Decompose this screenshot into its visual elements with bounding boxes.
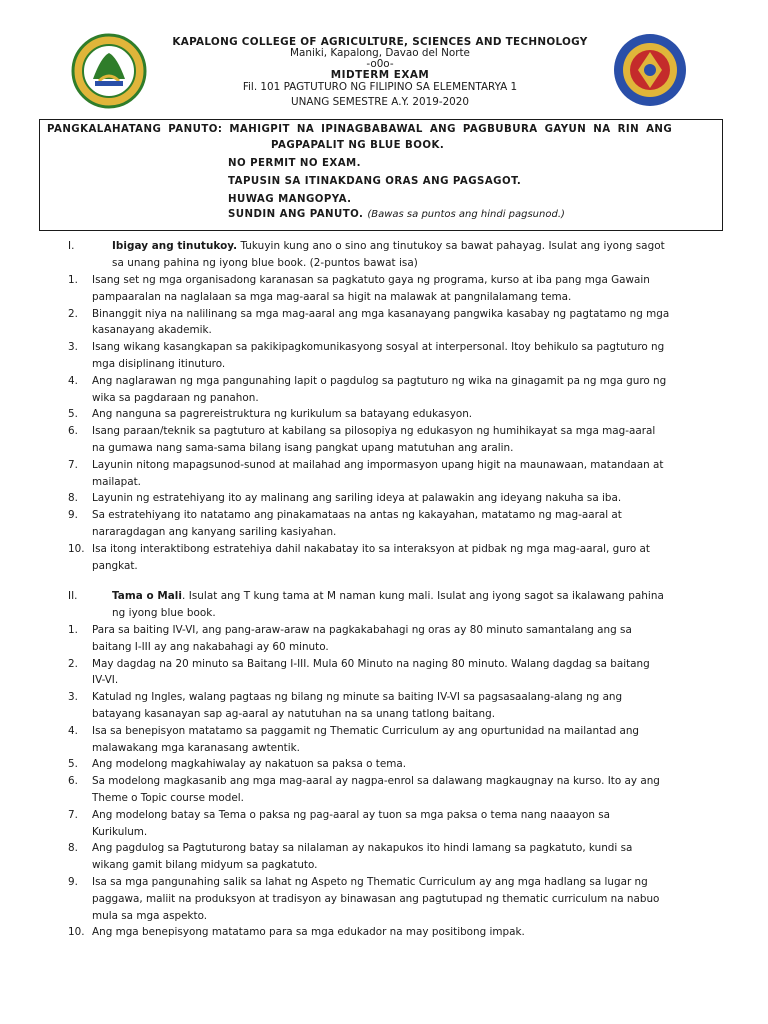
- section-1-desc-2: sa unang pahina ng iyong blue book. (2-puntos bawat isa): [112, 257, 418, 269]
- college-seal-left-icon: [71, 33, 147, 109]
- question-text: pangkat.: [92, 559, 138, 572]
- instruction-rule-text: SUNDIN ANG PANUTO.: [228, 209, 364, 220]
- section-1-heading: [112, 240, 665, 252]
- question-text: Layunin ng estratehiyang ito ay malinang ang sariling ideya at palawakin ang ideyang nakuha sa iba.: [92, 492, 622, 505]
- question-text: Theme o Topic course model.: [92, 792, 244, 804]
- question-number: 3.: [68, 341, 78, 354]
- section-1-desc: Tukuyin kung ano o sino ang tinutukoy sa bawat pahayag. Isulat ang iyong sagot: [237, 240, 665, 252]
- question-text: Katulad ng Ingles, walang pagtaas ng bilang ng minute sa baiting IV-VI sa pagsasaalang-alang ng ang: [92, 691, 623, 704]
- instruction-rule-note: (Bawas sa puntos ang hindi pagsunod.): [367, 209, 565, 220]
- question-text: kasanayang akademik.: [92, 324, 212, 337]
- question-number: 9.: [68, 876, 78, 888]
- question-text: IV-VI.: [92, 674, 119, 687]
- college-address: Maniki, Kapalong, Davao del Norte: [290, 47, 470, 59]
- question-text: Isang paraan/teknik sa pagtuturo at kabilang sa pilosopiya ng edukasyon ng humihikayat sa mga mag-aaral: [92, 425, 656, 438]
- instructions-line-1: PANGKALAHATANG PANUTO: MAHIGPIT NA IPINAGBABAWAL ANG PAGBUBURA GAYUN NA RIN ANG: [47, 124, 673, 135]
- question-text: Ang mga benepisyong matatamo para sa mga edukador na may positibong impak.: [92, 926, 525, 939]
- section-2-desc-2: ng iyong blue book.: [112, 607, 216, 619]
- header-separator: -o0o-: [366, 58, 394, 70]
- question-text: Ang nanguna sa pagrereistruktura ng kurikulum sa batayang edukasyon.: [92, 408, 473, 421]
- question-text: Isa sa benepisyon matatamo sa paggamit ng Thematic Curriculum ay ang opurtunidad na mailantad ang: [92, 724, 640, 737]
- question-text: Ang modelong batay sa Tema o paksa ng pag-aaral ay tuon sa mga paksa o tema nang naaayon sa: [92, 808, 611, 821]
- question-text: pampaaralan na naglalaan sa mga mag-aaral sa higit na malawak at pangnilalamang tema.: [92, 290, 572, 303]
- question-number: 9.: [68, 509, 78, 522]
- question-text: na gumawa nang sama-sama bilang isang pangkat upang matutuhan ang aralin.: [92, 442, 514, 454]
- question-text: mailapat.: [92, 475, 141, 488]
- section-2-title: Tama o Mali: [112, 590, 182, 602]
- question-text: Sa estratehiyang ito natatamo ang pinakamataas na antas ng kakayahan, matatamo ng mag-aaral at: [92, 509, 622, 522]
- college-name: KAPALONG COLLEGE OF AGRICULTURE, SCIENCES AND TECHNOLOGY: [172, 36, 588, 48]
- question-number: 5.: [68, 758, 78, 771]
- instruction-rule: TAPUSIN SA ITINAKDANG ORAS ANG PAGSAGOT.: [228, 176, 522, 187]
- question-text: malawakang mga karanasang awtentik.: [92, 741, 300, 754]
- question-number: 2.: [68, 657, 78, 670]
- question-number: 8.: [68, 492, 78, 505]
- question-text: Isang set ng mga organisadong karanasan sa pagkatuto gaya ng programa, kurso at iba pang mga Gawain: [92, 274, 650, 286]
- section-2-numeral: II.: [68, 590, 78, 602]
- question-text: Isa sa mga pangunahing salik sa lahat ng Aspeto ng Thematic Curriculum ay ang mga hadlang sa lugar ng: [92, 876, 648, 888]
- instruction-rule-last: [228, 209, 565, 220]
- question-text: mula sa mga aspekto.: [92, 909, 208, 922]
- question-number: 3.: [68, 691, 78, 704]
- general-instructions-box: [39, 119, 723, 231]
- question-text: wikang gamit bilang midyum sa pagkatuto.: [92, 859, 318, 872]
- exam-title: MIDTERM EXAM: [330, 69, 430, 81]
- question-text: baitang I-III ay ang nakabahagi ay 60 minuto.: [92, 640, 329, 653]
- question-number: 10.: [68, 926, 85, 939]
- instruction-rule: HUWAG MANGOPYA.: [228, 194, 352, 205]
- question-text: Ang pagdulog sa Pagtuturong batay sa nilalaman ay nakapukos ito hindi lamang sa pagkatuto, kundi sa: [92, 842, 633, 855]
- semester-label: UNANG SEMESTRE A.Y. 2019-2020: [290, 96, 470, 108]
- question-text: Isang wikang kasangkapan sa pakikipagkomunikasyong sosyal at interpersonal. Itoy behikulo sa pagtuturo ng: [92, 341, 665, 354]
- question-text: Para sa baiting IV-VI, ang pang-araw-araw na pagkakabahagi ng oras ay 80 minuto samantalang ang sa: [92, 624, 632, 636]
- question-text: paggawa, maliit na produksyon at tradisyon ay binawasan ang pagtutupad ng thematic curriculum na nabuo: [92, 892, 660, 905]
- question-text: Ang naglarawan ng mga pangunahing lapit o pagdulog sa pagtuturo ng wika na ginagamit pa ng mga guro ng: [92, 374, 667, 387]
- section-2-desc: . Isulat ang T kung tama at M naman kung mali. Isulat ang iyong sagot sa ikalawang pahina: [182, 590, 664, 602]
- question-text: May dagdag na 20 minuto sa Baitang I-III. Mula 60 Minuto na naging 80 minuto. Walang dagdag sa baitang: [92, 657, 650, 670]
- section-1-numeral: I.: [68, 240, 75, 252]
- question-text: Ang modelong magkahiwalay ay nakatuon sa paksa o tema.: [92, 758, 407, 771]
- question-text: Binanggit niya na nalilinang sa mga mag-aaral ang mga kasanayang pangwika kasabay ng pagtatamo ng mga: [92, 307, 670, 320]
- question-text: Layunin nitong mapagsunod-sunod at mailahad ang impormasyon upang higit na maunawaan, matandaan at: [92, 458, 664, 471]
- section-1-title: Ibigay ang tinutukoy.: [112, 240, 238, 252]
- question-text: batayang kasanayan sap ag-aaral ay natutuhan na sa unang tatlong baitang.: [92, 708, 496, 720]
- question-number: 10.: [68, 542, 85, 555]
- question-number: 8.: [68, 842, 78, 855]
- question-number: 2.: [68, 307, 78, 320]
- question-text: Isa itong interaktibong estratehiya dahil nakabatay ito sa interaksyon at pidbak ng mga mag-aaral, guro at: [92, 542, 650, 555]
- question-number: 1.: [68, 624, 78, 636]
- question-text: Kurikulum.: [92, 825, 148, 838]
- question-number: 7.: [68, 458, 78, 471]
- question-number: 6.: [68, 775, 78, 788]
- section-2-heading: [112, 590, 664, 602]
- question-number: 4.: [68, 724, 78, 737]
- question-text: wika sa pagdaraan ng panahon.: [92, 391, 259, 404]
- college-seal-right-icon: [612, 30, 688, 110]
- question-number: 6.: [68, 425, 78, 438]
- question-text: mga disiplinang itinuturo.: [92, 358, 226, 370]
- question-text: Sa modelong magkasanib ang mga mag-aaral ay nagpa-enrol sa dalawang magkaugnay na kurso. Ito ay ang: [92, 775, 660, 788]
- question-number: 7.: [68, 808, 78, 821]
- question-number: 4.: [68, 374, 78, 387]
- question-number: 5.: [68, 408, 78, 421]
- question-text: nararagdagan ang kanyang sariling kasiyahan.: [92, 526, 337, 538]
- instructions-line-2: PAGPAPALIT NG BLUE BOOK.: [271, 140, 445, 151]
- course-title: Fil. 101 PAGTUTURO NG FILIPINO SA ELEMENTARYA 1: [242, 81, 518, 93]
- instruction-rule: NO PERMIT NO EXAM.: [228, 158, 361, 169]
- question-number: 1.: [68, 274, 78, 286]
